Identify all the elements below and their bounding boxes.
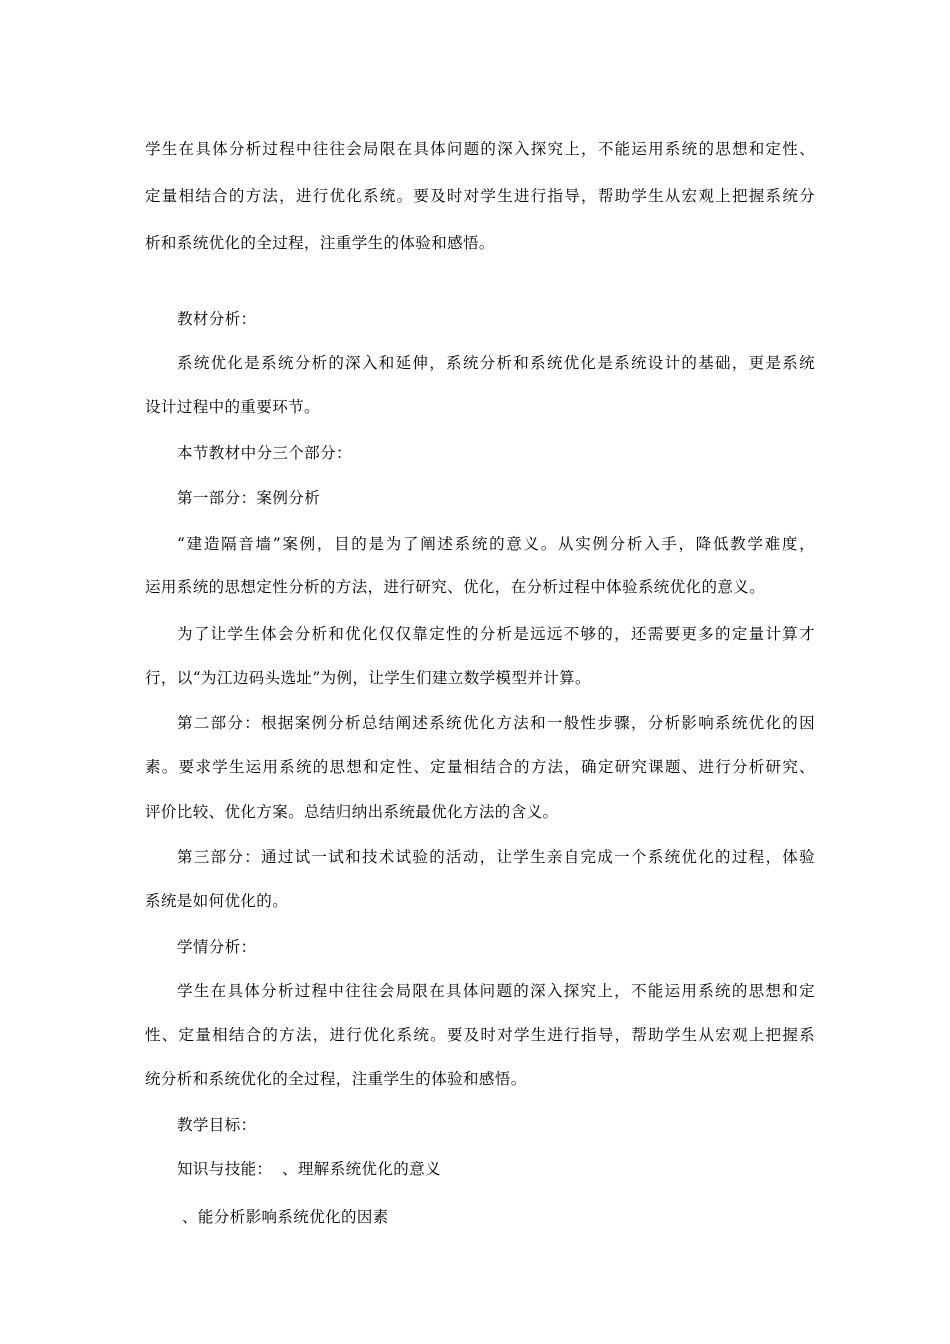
parts-intro: 本节教材中分三个部分： — [177, 444, 352, 462]
part3-line-2: 系统是如何优化的。 — [145, 892, 289, 910]
learner-line-3: 统分析和系统优化的全过程，注重学生的体验和感悟。 — [145, 1070, 527, 1088]
textbook-para-line-2: 设计过程中的重要环节。 — [145, 398, 320, 416]
goals-knowledge-label: 知识与技能： — [177, 1160, 273, 1178]
part1-para2-line-1: 为了让学生体会分析和优化仅仅靠定性的分析是远远不够的，还需要更多的定量计算才 — [177, 625, 815, 643]
part2-line-3: 评价比较、优化方案。总结归纳出系统最优化方法的含义。 — [145, 803, 559, 821]
part2-line-2: 素。要求学生运用系统的思想和定性、定量相结合的方法，确定研究课题、进行分析研究、 — [145, 758, 815, 776]
intro-line-3: 析和系统优化的全过程，注重学生的体验和感悟。 — [145, 234, 495, 252]
goals-heading: 教学目标： — [177, 1116, 257, 1134]
part3-line-1: 第三部分：通过试一试和技术试验的活动，让学生亲自完成一个系统优化的过程，体验 — [177, 848, 815, 866]
intro-line-1: 学生在具体分析过程中往往会局限在具体问题的深入探究上，不能运用系统的思想和定性、 — [145, 140, 815, 158]
learner-heading: 学情分析： — [177, 938, 257, 956]
goals-item-2: 、能分析影响系统优化的因素 — [182, 1208, 389, 1226]
part1-para2-line-2: 行，以“为江边码头选址”为例，让学生们建立数学模型并计算。 — [145, 669, 591, 687]
learner-line-1: 学生在具体分析过程中往往会局限在具体问题的深入探究上，不能运用系统的思想和定 — [177, 982, 815, 1000]
part1-title: 第一部分：案例分析 — [177, 489, 321, 507]
goals-item-1: 、理解系统优化的意义 — [282, 1160, 442, 1178]
part1-para1-line-1: “建造隔音墙”案例，目的是为了阐述系统的意义。从实例分析入手，降低教学难度， — [177, 535, 815, 553]
textbook-para-line-1: 系统优化是系统分析的深入和延伸，系统分析和系统优化是系统设计的基础，更是系统 — [177, 354, 815, 372]
part2-line-1: 第二部分：根据案例分析总结阐述系统优化方法和一般性步骤，分析影响系统优化的因 — [177, 714, 815, 732]
intro-line-2: 定量相结合的方法，进行优化系统。要及时对学生进行指导，帮助学生从宏观上把握系统分 — [145, 187, 815, 205]
learner-line-2: 性、定量相结合的方法，进行优化系统。要及时对学生进行指导，帮助学生从宏观上把握系 — [145, 1026, 815, 1044]
textbook-heading: 教材分析： — [177, 310, 257, 328]
part1-para1-line-2: 运用系统的思想定性分析的方法，进行研究、优化，在分析过程中体验系统优化的意义。 — [145, 578, 766, 596]
